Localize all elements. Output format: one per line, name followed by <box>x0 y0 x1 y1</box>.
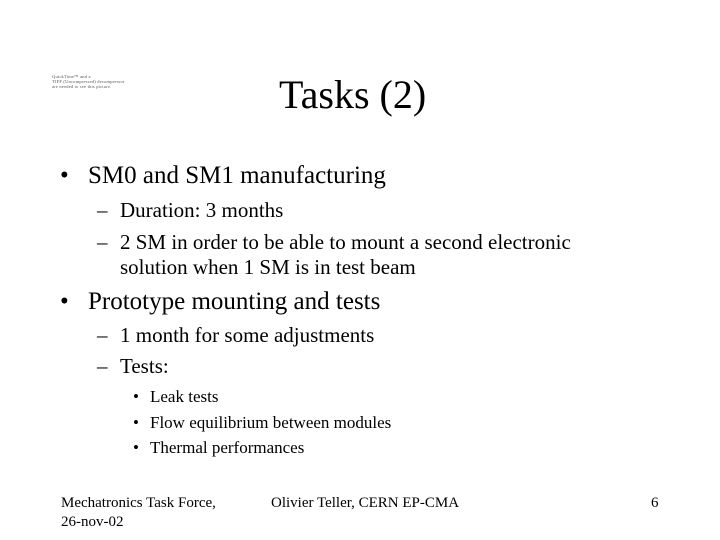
subsub-bullet-marker: • <box>133 438 139 457</box>
logo-line: are needed to see this picture. <box>52 84 112 90</box>
sub-bullet-2sm-cont: solution when 1 SM is in test beam <box>120 255 416 279</box>
subsub-bullet-marker: • <box>133 413 139 432</box>
footer-date: 26-nov-02 <box>61 514 124 530</box>
subsub-bullet-flow: Flow equilibrium between modules <box>150 413 392 432</box>
sub-bullet-duration: Duration: 3 months <box>120 198 284 222</box>
subsub-bullet-leak-tests: Leak tests <box>150 387 219 406</box>
bullet-marker: • <box>60 162 69 189</box>
bullet-marker: • <box>60 288 69 315</box>
sub-bullet-marker: – <box>97 198 108 222</box>
logo-line: TIFF (Uncompressed) decompressor <box>52 79 125 85</box>
footer-left <box>61 494 216 532</box>
bullet-text-manufacturing: SM0 and SM1 manufacturing <box>88 162 386 189</box>
sub-bullet-marker: – <box>97 323 108 347</box>
subsub-bullet-marker: • <box>133 387 139 406</box>
sub-bullet-marker: – <box>97 230 108 254</box>
sub-bullet-adjustments: 1 month for some adjustments <box>120 323 375 347</box>
sub-bullet-2sm: 2 SM in order to be able to mount a second electronic <box>120 230 571 254</box>
footer-page-number: 6 <box>651 495 659 511</box>
sub-bullet-marker: – <box>97 354 108 378</box>
subsub-bullet-thermal: Thermal performances <box>150 438 305 457</box>
logo-line: QuickTime™ and a <box>52 74 91 79</box>
bullet-text-prototype: Prototype mounting and tests <box>88 288 381 315</box>
footer-event: Mechatronics Task Force, <box>61 495 216 511</box>
slide-title: Tasks (2) <box>279 72 427 117</box>
logo-placeholder <box>52 74 126 92</box>
footer-author: Olivier Teller, CERN EP-CMA <box>271 495 460 511</box>
sub-bullet-tests: Tests: <box>120 354 169 378</box>
